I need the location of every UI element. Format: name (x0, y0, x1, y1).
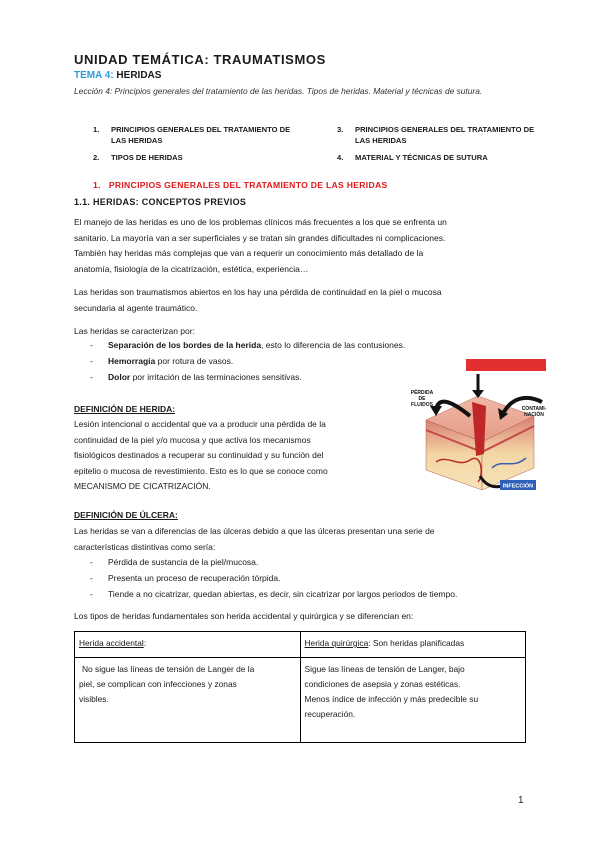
cell-line: Menos índice de infección y más predecible su (304, 694, 479, 704)
list-item: Pérdida de sustancia de la piel/mucosa. (108, 557, 259, 567)
wound-types-table (74, 631, 526, 743)
characteristics-list (74, 340, 414, 388)
table-header-cell (300, 632, 526, 658)
header-suffix: : (143, 638, 147, 648)
wound-definition-paragraph (74, 417, 398, 495)
ulcer-characteristics-list (74, 557, 526, 605)
wound-types-intro: Los tipos de heridas fundamentales son herida accidental y quirúrgica y se diferencian en: (74, 611, 414, 621)
list-item (108, 356, 233, 366)
contamination-label: NACIÓN (524, 412, 544, 418)
intro-line: También hay heridas más complejas que van a requerir un conocimiento más detallado de la (74, 248, 424, 258)
definition-line: secundaria al agente traumático. (74, 302, 198, 313)
wound-definition-title: DEFINICIÓN DE HERIDA: (74, 404, 176, 414)
toc-text: PRINCIPIOS GENERALES DEL TRATAMIENTO DE LAS HERIDAS (355, 125, 535, 145)
wound-definition-line: Lesión intencional o accidental que va a producir una pérdida de la (74, 419, 326, 429)
wound-definition-line: continuidad de la piel y/o mucosa y que activa los mecanismos (74, 434, 311, 445)
agent-label-box (466, 359, 546, 371)
list-item (108, 340, 405, 350)
header-accidental: Herida accidental (79, 638, 144, 648)
intro-line: El manejo de las heridas es uno de los problemas clínicos más frecuentes a los que se enfrenta un (74, 217, 447, 227)
wound-illustration (408, 358, 550, 500)
intro-line: anatomía, fisiología de la cicatrización, estética, experiencia… (74, 263, 309, 274)
item-bold: Hemorragia (108, 356, 156, 366)
toc-number: 1. (93, 125, 100, 134)
header-surgical: Herida quirúrgica (304, 638, 369, 648)
table-cell-surgical (300, 658, 526, 743)
bullet-dash: - (90, 372, 93, 382)
bullet-dash: - (90, 589, 93, 599)
topic-name: HERIDAS (116, 70, 162, 81)
unit-title: UNIDAD TEMÁTICA: TRAUMATISMOS (74, 52, 326, 67)
bullet-dash: - (90, 573, 93, 583)
characteristics-intro: Las heridas se caracterizan por: (74, 326, 195, 336)
wound-definition-line: epitelio o mucosa de revestimiento. Esto es lo que se conoce como (74, 465, 328, 476)
table-header-cell (75, 632, 301, 658)
bullet-dash: - (90, 356, 93, 366)
toc-item-3 (337, 124, 537, 146)
fluid-loss-label: PÉRDIDA (410, 390, 434, 396)
toc-item-4 (337, 152, 537, 164)
lesson-description: Lección 4: Principios generales del tratamiento de las heridas. Tipos de heridas. Material y técnicas de sutura. (74, 86, 483, 96)
table-header-row (75, 632, 526, 658)
list-item: Tiende a no cicatrizar, quedan abiertas, es decir, sin cicatrizar por largos periodos de tiempo. (108, 589, 458, 599)
toc-number: 3. (337, 125, 344, 134)
toc-item-1 (93, 124, 293, 146)
bullet-dash: - (90, 557, 93, 567)
infection-label: INFECCIÓN (502, 483, 534, 490)
table-row (75, 658, 526, 743)
section-1-heading: 1. PRINCIPIOS GENERALES DEL TRATAMIENTO DE LAS HERIDAS (93, 180, 388, 190)
toc-number: 2. (93, 153, 100, 162)
definition-paragraph (74, 285, 526, 316)
intro-line: sanitario. La mayoría van a ser superficiales y se tratan sin grandes dificultades ni complicaciones. (74, 232, 446, 243)
fluid-loss-label: FLUIDOS (411, 402, 433, 408)
table-cell-accidental (75, 658, 301, 743)
header-suffix: : Son heridas planificadas (368, 638, 465, 648)
intro-paragraph (74, 215, 526, 277)
cell-line: recuperación. (304, 709, 356, 719)
ulcer-definition-line: Las heridas se van a diferencias de las úlceras debido a que las úlceras presentan una serie de (74, 526, 435, 536)
toc-text: PRINCIPIOS GENERALES DEL TRATAMIENTO DE LAS HERIDAS (111, 125, 291, 145)
cell-line: Sigue las líneas de tensión de Langer, bajo (304, 664, 465, 674)
wound-definition-line: fisiológicos destinados a recuperar su continuidad y su función del (74, 450, 324, 460)
cell-line: piel, se complican con infecciones y zonas (79, 679, 237, 689)
contamination-label: CONTAMI- (521, 406, 547, 412)
ulcer-definition-line: características distintivas como sería: (74, 541, 216, 552)
item-rest: por irritación de las terminaciones sensitivas. (130, 372, 302, 382)
cell-line: visibles. (79, 694, 109, 704)
toc-number: 4. (337, 153, 344, 162)
toc-text: MATERIAL Y TÉCNICAS DE SUTURA (355, 153, 488, 162)
item-bold: Dolor (108, 372, 131, 382)
list-item: Presenta un proceso de recuperación tórpida. (108, 573, 281, 583)
toc-text: TIPOS DE HERIDAS (111, 153, 183, 162)
bullet-dash: - (90, 340, 93, 350)
item-rest: por rotura de vasos. (155, 356, 234, 366)
list-item (108, 372, 302, 382)
agent-arrow-head (472, 390, 484, 398)
wound-definition-line: MECANISMO DE CICATRIZACIÓN. (74, 481, 211, 491)
topic-heading (74, 70, 161, 81)
ulcer-definition-title: DEFINICIÓN DE ÚLCERA: (74, 510, 178, 520)
toc-item-2 (93, 152, 293, 164)
ulcer-definition-paragraph (74, 524, 526, 555)
topic-label: TEMA 4: (74, 70, 114, 81)
fluid-loss-label: DE (418, 396, 426, 402)
definition-line: Las heridas son traumatismos abiertos en los hay una pérdida de continuidad en la piel o mucosa (74, 287, 442, 297)
cell-line: condiciones de asepsia y zonas estéticas. (304, 679, 461, 689)
item-rest: , esto lo diferencia de las contusiones. (261, 340, 406, 350)
item-bold: Separación de los bordes de la herida (108, 340, 262, 350)
subsection-heading: 1.1. HERIDAS: CONCEPTOS PREVIOS (74, 197, 247, 207)
page-number: 1 (518, 795, 524, 806)
cell-line: No sigue las líneas de tensión de Langer de la (82, 664, 255, 674)
